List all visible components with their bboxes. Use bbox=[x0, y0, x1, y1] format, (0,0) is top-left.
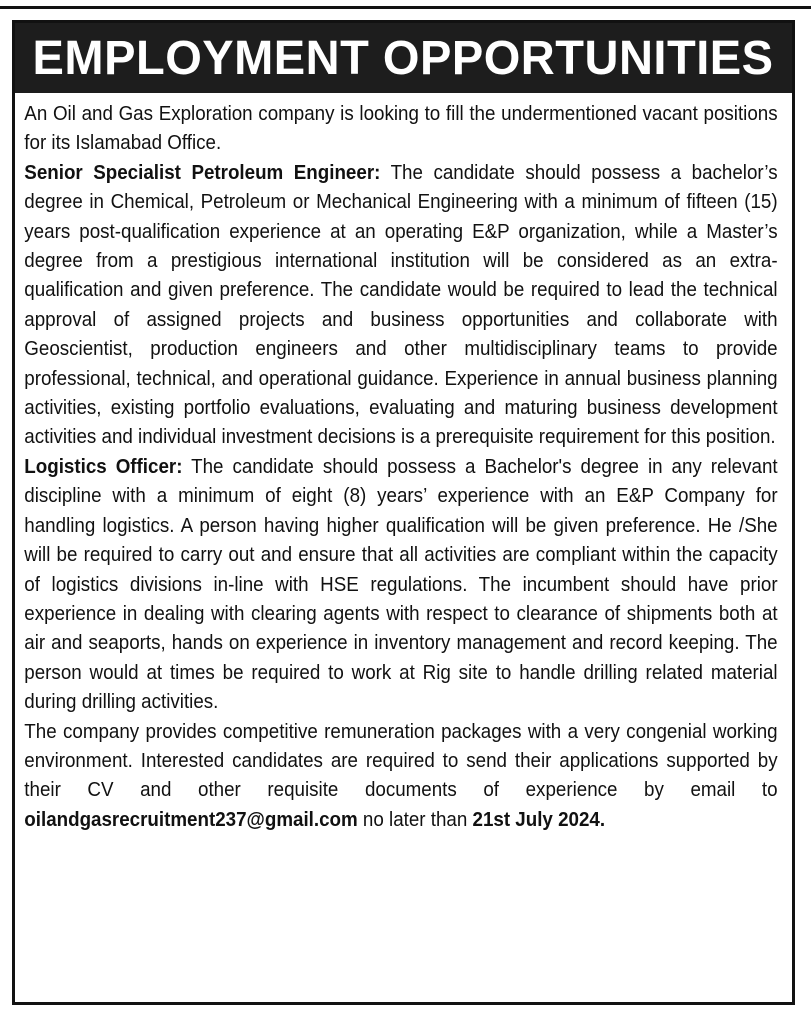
position-title: Senior Specialist Petroleum Engineer: bbox=[24, 161, 381, 184]
position-title: Logistics Officer: bbox=[24, 455, 183, 478]
closing-text-after-email: no later than bbox=[357, 808, 473, 831]
position-logistics-officer bbox=[24, 453, 777, 718]
closing-text: The company provides competitive remuneration packages with a very congenial working environment. Interested candidates are required to send their applications supported by their CV and other requisite documents of experience by email to bbox=[24, 720, 778, 802]
header-banner bbox=[15, 23, 792, 93]
page-title: EMPLOYMENT OPPORTUNITIES bbox=[33, 31, 774, 85]
contact-email[interactable]: oilandgasrecruitment237@gmail.com bbox=[24, 808, 358, 831]
top-rule bbox=[0, 6, 811, 9]
application-deadline: 21st July 2024. bbox=[472, 808, 606, 831]
job-advertisement bbox=[12, 20, 795, 1005]
position-senior-specialist bbox=[24, 159, 777, 453]
ad-body bbox=[15, 93, 787, 835]
position-description: The candidate should possess a bachelor’s degree in Chemical, Petroleum or Mechanical Engineering with a minimum of fifteen (15) years post-qualification experience at an operating E&P organization, while a Master’s degree from a prestigious international institution will be considered as an extra-qualification and given preference. The candidate would be required to lead the technical approval of assigned projects and business opportunities and collaborate with Geoscientist, production engineers and other multidisciplinary teams to provide professional, technical, and operational guidance. Experience in annual business planning activities, existing portfolio evaluations, evaluating and maturing business development activities and individual investment decisions is a prerequisite requirement for this position. bbox=[24, 161, 778, 449]
closing-paragraph bbox=[24, 718, 777, 836]
intro-paragraph: An Oil and Gas Exploration company is looking to fill the undermentioned vacant positions for its Islamabad Office. bbox=[24, 103, 778, 155]
position-description: The candidate should possess a Bachelor's degree in any relevant discipline with a minimum of eight (8) years’ experience with an E&P Company for handling logistics. A person having higher qualification will be given preference. He /She will be required to carry out and ensure that all activities are compliant within the capacity of logistics divisions in-line with HSE regulations. The incumbent should have prior experience in dealing with clearing agents with respect to clearance of shipments both at air and seaports, hands on experience in inventory management and record keeping. The person would at times be required to work at Rig site to handle drilling related material during drilling activities. bbox=[24, 455, 778, 714]
